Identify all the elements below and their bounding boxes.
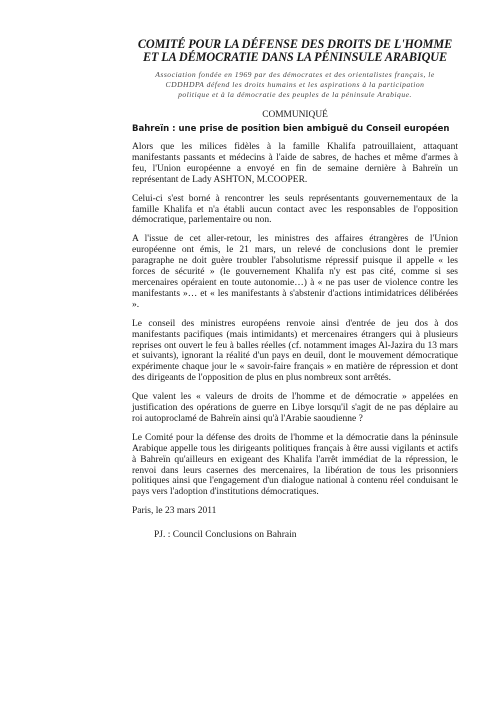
article-heading: Bahreïn : une prise de position bien ambiguë du Conseil européen [132, 124, 450, 134]
paragraph: Le Comité pour la défense des droits de l'homme et la démocratie dans la péninsule Arabique appelle tous les dirigeants politiques français à être aussi vigilants et actifs à Bahreïn qu'ailleurs en exigeant des Khalifa l'arrêt immédiat de la répression, le renvoi dans leurs casernes des mercenaires, la libération de tous les prisonniers politiques ainsi que l'engagement d'un dialogue national à contenu réel conduisant le pays vers l'adoption d'institutions démocratiques. [132, 432, 458, 498]
paragraph: Celui-ci s'est borné à rencontrer les seuls représentants gouvernementaux de la famille Khalifa et n'a établi aucun contact avec les responsables de l'opposition démocratique, parlementaire ou non. [132, 193, 458, 226]
subtitle-line: politique et à la démocratie des peuples de la péninsule Arabique. [178, 90, 412, 99]
communique-label: COMMUNIQUÉ [262, 110, 328, 120]
paragraph: Que valent les « valeurs de droits de l'homme et de démocratie » appelées en justification des opérations de guerre en Libye lorsqu'il s'agit de ne pas déplaire au roi autoproclamé de Bahreïn ainsi qu'à l'Arabie saoudienne ? [132, 392, 458, 424]
subtitle-line: CDDHDPA défend les droits humains et les aspirations à la participation [165, 80, 425, 89]
document-page [132, 38, 458, 540]
paragraph: Le conseil des ministres européens renvoie ainsi d'entrée de jeu dos à dos manifestants pacifiques (mais intimidants) et mercenaires étrangers qui à plusieurs reprises ont ouvert le feu à balles réelles (cf. notamment images Al-Jazira du 13 mars et suivants), ignorant la réalité d'un pays en deuil, dont le mouvement démocratique expérimente chaque jour le « savoir-faire français » en matière de répression et dont des dirigeants de l'opposition de plus en plus nombreux sont arrêtés. [132, 318, 458, 384]
title-line: COMITÉ POUR LA DÉFENSE DES DROITS DE L'HOMME [137, 37, 453, 51]
title-line: ET LA DÉMOCRATIE DANS LA PÉNINSULE ARABIQUE [142, 50, 448, 64]
paragraph: A l'issue de cet aller-retour, les ministres des affaires étrangères de l'Union européenne ont émis, le 21 mars, un relevé de conclusions dont le premier paragraphe ne doit guère troubler l'absolutisme répressif puisque il appelle « les forces de sécurité » (le gouvernement Khalifa n'y est pas cité, comme si ses mercenaires opéraient en toute autonomie…) à « ne pas user de violence contre les manifestants »… et « les manifestants à s'abstenir d'actions intimidatrices délibérées ». [132, 234, 458, 310]
date-line: Paris, le 23 mars 2011 [132, 506, 217, 517]
document-title [132, 38, 458, 64]
paragraph: Alors que les milices fidèles à la famille Khalifa patrouillaient, attaquant manifestants passants et médecins à l'aide de sabres, de haches et même d'armes à feu, l'Union européenne a envoyé en fin de semaine dernière à Bahreïn un représentant de Lady ASHTON, M.COOPER. [132, 142, 458, 185]
subtitle-line: Association fondée en 1969 par des démocrates et des orientalistes français, le [155, 70, 435, 79]
attachment-note: PJ. : Council Conclusions on Bahrain [154, 530, 297, 541]
association-description [132, 70, 458, 100]
